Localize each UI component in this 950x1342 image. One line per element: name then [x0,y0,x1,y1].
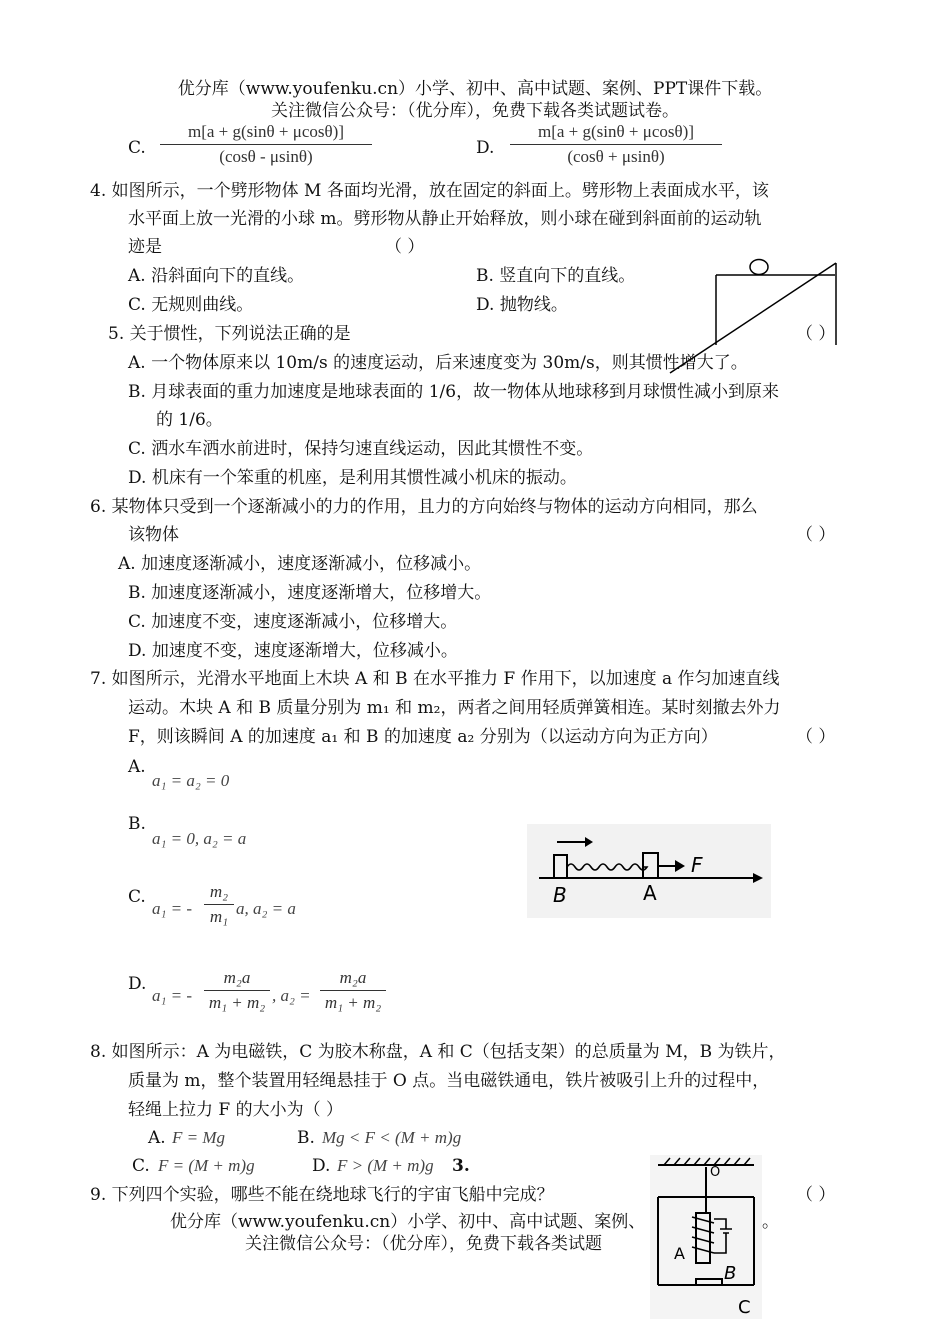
q7-option-d-label: D. [128,974,147,994]
q9-answer-bracket: （ ） [796,1185,836,1205]
q8-option-b-formula: Mg < F < (M + m)g [322,1128,462,1147]
q8-option-b-label: B. [297,1128,315,1148]
q7-option-a-label: A. [128,757,146,777]
q4-stem-line-2: 水平面上放一光滑的小球 m。劈形物从静止开始释放，则小球在碰到斜面前的运动轨 [128,209,762,229]
q8-stem-line-2: 质量为 m，整个装置用轻绳悬挂于 O 点。当电磁铁通电，铁片被吸引上升的过程中， [128,1071,770,1091]
q7-option-b-formula: a₁ = 0, a₂ = a [152,829,247,848]
q7-option-c-label: C. [128,887,146,907]
q6-option-d: D. 加速度不变，速度逐渐增大，位移减小。 [128,641,458,661]
q7-option-c-prefix: a₁ = - [152,899,193,918]
q5-option-b-line-1: B. 月球表面的重力加速度是地球表面的 1/6，故一物体从地球移到月球惯性减小到原来 [128,382,780,402]
q6-stem-line-1: 6. 某物体只受到一个逐渐减小的力的作用，且力的方向始终与物体的运动方向相同，那么 [90,497,758,517]
q3-option-c-denominator: (cosθ - μsinθ) [219,147,313,166]
q3-option-c-numerator: m[a + g(sinθ + μcosθ)] [188,122,344,141]
header-line-1: 优分库（www.youfenku.cn）小学、初中、高中试题、案例、PPT课件下载。 [177,79,773,99]
q3-option-d-fraction [510,122,722,167]
q7-option-d-denominator-2: m₁ + m₂ [324,993,382,1012]
q7-option-d-numerator-1: m₂a [223,968,251,987]
q9-stem: 9. 下列四个实验，哪些不能在绕地球飞行的宇宙飞船中完成？ [90,1185,554,1205]
q8-option-c-formula: F = (M + m)g [158,1156,255,1175]
q7-option-c-suffix: a, a₂ = a [236,899,296,918]
q5-option-c: C. 洒水车洒水前进时，保持匀速直线运动，因此其惯性不变。 [128,439,594,459]
label-a: A [674,1244,685,1263]
small-ball [750,260,768,275]
q4-answer-bracket: （ ） [385,237,425,257]
q8-option-d-tail: 3. [452,1156,470,1176]
q7-answer-bracket: （ ） [796,727,836,747]
q7-option-d-prefix: a₁ = - [152,986,193,1005]
q4-option-a: A. 沿斜面向下的直线。 [128,266,305,286]
q7-option-c-numerator: m₂ [209,882,229,901]
q7-option-c-denominator: m₁ [209,907,229,926]
q8-option-a-formula: F = Mg [172,1128,226,1147]
q3-option-d-label: D. [476,138,495,158]
footer-line-2: 关注微信公众号：（优分库），免费下载各类试题 [245,1234,602,1254]
q7-stem-line-1: 7. 如图所示，光滑水平地面上木块 A 和 B 在水平推力 F 作用下，以加速度 a 作匀加速直线 [90,669,780,689]
q3-option-c-fraction [160,122,372,167]
label-a: A [643,881,657,905]
q7-stem-line-3: F，则该瞬间 A 的加速度 a₁ 和 B 的加速度 a₂ 分别为（以运动方向为正方向） [128,727,718,747]
label-o: O [710,1165,721,1180]
footer-line-1-tail: 。 [762,1212,779,1232]
q7-option-d-middle: , a₂ = [272,986,311,1005]
q4-option-c: C. 无规则曲线。 [128,295,254,315]
q5-option-b-line-2: 的 1/6。 [156,410,223,430]
q3-option-d-denominator: (cosθ + μsinθ) [567,147,665,166]
label-c: C [738,1297,751,1318]
q3-option-c-label: C. [128,138,146,158]
label-b: B [724,1263,737,1284]
header-line-2: 关注微信公众号：（优分库），免费下载各类试题试卷。 [271,101,679,121]
q8-electromagnet-figure [650,1155,762,1319]
q5-stem: 5. 关于惯性，下列说法正确的是 [108,324,351,344]
q7-option-a-formula: a₁ = a₂ = 0 [152,771,230,790]
label-b: B [553,883,567,907]
q5-option-a: A. 一个物体原来以 10m/s 的速度运动，后来速度变为 30m/s，则其惯性增大了。 [128,353,748,373]
q7-option-d-numerator-2: m₂a [339,968,367,987]
q4-stem-line-1: 4. 如图所示，一个劈形物体 M 各面均光滑，放在固定的斜面上。劈形物上表面成水平，该 [90,181,769,201]
q8-stem-line-3: 轻绳上拉力 F 的大小为（ ） [128,1100,344,1120]
q7-stem-line-2: 运动。木块 A 和 B 质量分别为 m₁ 和 m₂，两者之间用轻质弹簧相连。某时刻撤去外力 [128,698,781,718]
q7-option-d-fraction-2 [320,968,386,1013]
q6-option-c: C. 加速度不变，速度逐渐减小，位移增大。 [128,612,458,632]
q4-option-b: B. 竖直向下的直线。 [476,266,636,286]
q8-option-c-label: C. [132,1156,150,1176]
q6-stem-line-2: 该物体 [128,525,179,545]
q5-answer-bracket: （ ） [796,324,836,344]
q7-option-d-fraction-1 [204,968,270,1013]
q8-option-d-label: D. [312,1156,331,1176]
footer-line-1: 优分库（www.youfenku.cn）小学、初中、高中试题、案例、 [170,1212,646,1232]
label-f: F [691,853,703,877]
q3-option-d-numerator: m[a + g(sinθ + μcosθ)] [538,122,694,141]
q6-answer-bracket: （ ） [796,525,836,545]
q8-option-a-label: A. [148,1128,166,1148]
q7-option-b-label: B. [128,814,146,834]
q4-option-d: D. 抛物线。 [476,295,568,315]
q4-stem-line-3: 迹是 [128,237,162,257]
q5-option-d: D. 机床有一个笨重的机座，是利用其惯性减小机床的振动。 [128,468,577,488]
q7-blocks-figure [527,824,771,918]
q6-option-b: B. 加速度逐渐减小，速度逐渐增大，位移增大。 [128,583,492,603]
q6-option-a: A. 加速度逐渐减小，速度逐渐减小，位移减小。 [118,554,482,574]
q8-option-d-formula: F > (M + m)g [337,1156,434,1175]
q7-option-c-fraction [204,882,234,927]
q8-stem-line-1: 8. 如图所示：A 为电磁铁，C 为胶木称盘，A 和 C（包括支架）的总质量为 M，B 为铁片， [90,1042,786,1062]
q7-option-d-denominator-1: m₁ + m₂ [208,993,266,1012]
